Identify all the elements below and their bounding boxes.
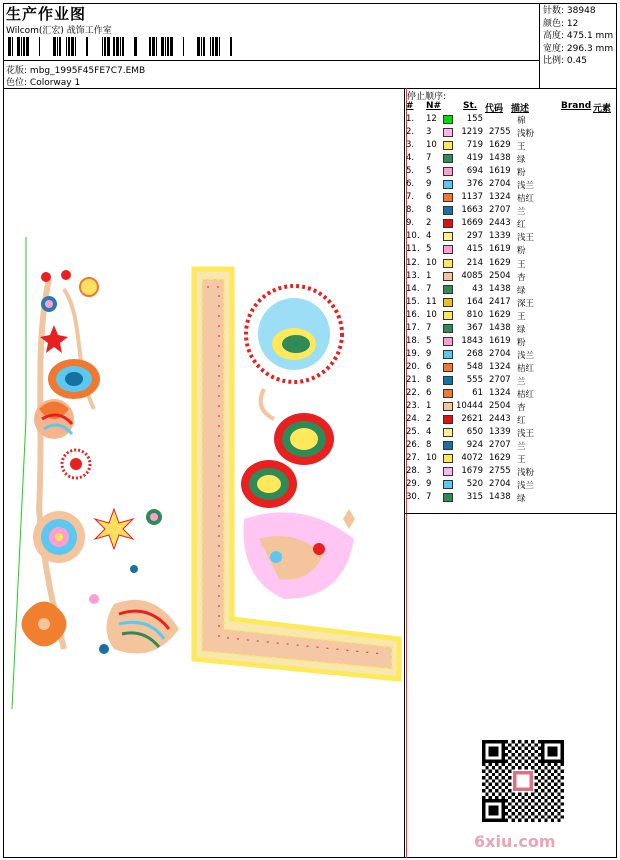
stop-stitches: 214	[466, 257, 483, 268]
color-swatch	[443, 493, 453, 502]
stop-code: 2755	[489, 127, 511, 138]
stop-desc: 棉	[517, 116, 526, 126]
stop-code: 1324	[489, 387, 511, 398]
stop-desc: 绿	[517, 324, 526, 335]
stop-index: 26.	[406, 440, 420, 451]
stop-stitches: 1219	[461, 127, 483, 138]
stop-row	[405, 374, 617, 387]
stop-stitches: 1137	[461, 192, 483, 203]
stop-row	[405, 230, 617, 243]
stop-needle: 5	[426, 244, 432, 255]
stop-desc: 浅粉	[517, 468, 535, 479]
stop-code: 1339	[489, 231, 511, 242]
stop-code: 1438	[489, 283, 511, 294]
stop-stitches: 548	[466, 361, 483, 372]
stop-index: 3.	[406, 140, 415, 151]
stat-width: 宽度: 296.3 mm	[543, 43, 614, 54]
stop-code: 1324	[489, 192, 511, 203]
stop-stitches: 694	[466, 166, 483, 177]
color-swatch	[443, 219, 453, 228]
stop-row	[405, 165, 617, 178]
stop-index: 23.	[406, 401, 420, 412]
stop-index: 29.	[406, 479, 420, 490]
stop-index: 6.	[406, 179, 415, 190]
color-swatch	[443, 428, 453, 437]
stop-desc: 浅王	[517, 429, 535, 440]
stop-needle: 4	[426, 231, 432, 242]
color-swatch	[443, 180, 453, 189]
color-swatch	[443, 441, 453, 450]
stop-index: 25.	[406, 427, 420, 438]
stop-needle: 2	[426, 414, 432, 425]
stop-index: 16.	[406, 309, 420, 320]
color-swatch	[443, 454, 453, 463]
color-swatch	[443, 324, 453, 333]
color-swatch	[443, 259, 453, 268]
color-swatch	[443, 337, 453, 346]
design-stats	[539, 3, 617, 88]
stop-needle: 3	[426, 127, 432, 138]
design-file: 花版: mbg_1995F45FE7C7.EMB	[6, 66, 146, 76]
stop-stitches: 1669	[461, 218, 483, 229]
color-swatch	[443, 389, 453, 398]
stop-row	[405, 387, 617, 400]
stop-needle: 12	[426, 114, 437, 124]
stop-row	[405, 491, 617, 504]
stop-index: 9.	[406, 218, 415, 229]
col-element: 元素	[593, 104, 612, 114]
stop-needle: 1	[426, 401, 432, 412]
stop-needle: 7	[426, 492, 432, 503]
stop-stitches: 10444	[455, 401, 483, 412]
stop-index: 11.	[406, 244, 420, 255]
stop-desc: 兰	[517, 442, 526, 453]
stop-needle: 7	[426, 322, 432, 333]
stop-needle: 4	[426, 427, 432, 438]
stop-code: 2504	[489, 270, 511, 281]
stop-row	[405, 283, 617, 296]
stop-code: 1324	[489, 361, 511, 372]
stop-code: 1619	[489, 166, 511, 177]
stop-desc: 粉	[517, 246, 526, 257]
stop-row	[405, 204, 617, 217]
color-swatch	[443, 285, 453, 294]
guide-line	[12, 237, 26, 709]
stop-desc: 浅粉	[517, 129, 535, 140]
stop-index: 22.	[406, 387, 420, 398]
stop-code: 1438	[489, 492, 511, 503]
color-swatch	[443, 232, 453, 241]
stop-stitches: 520	[466, 479, 483, 490]
stop-code: 2755	[489, 466, 511, 477]
stop-code: 2707	[489, 374, 511, 385]
stop-desc: 深王	[517, 298, 535, 309]
stat-stitches: 针数: 38948	[543, 6, 596, 16]
stop-desc: 浅兰	[517, 350, 535, 361]
stop-row	[405, 426, 617, 439]
stop-needle: 5	[426, 166, 432, 177]
stop-index: 15.	[406, 296, 420, 307]
stop-stitches: 810	[466, 309, 483, 320]
color-swatch	[443, 167, 453, 176]
stop-desc: 王	[517, 142, 526, 153]
stop-index: 13.	[406, 270, 420, 281]
stop-desc: 浅王	[517, 233, 535, 244]
company-name: Wilcom(汇宏) 战饰工作室	[6, 26, 112, 36]
stop-row	[405, 191, 617, 204]
stop-code: 2417	[489, 296, 511, 307]
stop-index: 14.	[406, 283, 420, 294]
stop-needle: 10	[426, 140, 437, 151]
color-swatch	[443, 206, 453, 215]
color-swatch	[443, 311, 453, 320]
stop-needle: 11	[426, 296, 437, 307]
barcode	[8, 37, 234, 56]
stop-code: 1629	[489, 257, 511, 268]
stop-code: 1629	[489, 140, 511, 151]
stop-needle: 9	[426, 348, 432, 359]
stop-stitches: 268	[466, 348, 483, 359]
stop-desc: 浅兰	[517, 181, 535, 192]
color-swatch	[443, 272, 453, 281]
stop-stitches: 415	[466, 244, 483, 255]
stop-code: 2707	[489, 440, 511, 451]
stop-row	[405, 322, 617, 335]
stop-row	[405, 113, 617, 126]
stop-code: 1438	[489, 322, 511, 333]
stop-stitches: 61	[472, 387, 483, 398]
stop-row	[405, 270, 617, 283]
stop-sequence-header	[405, 100, 617, 113]
color-swatch	[443, 128, 453, 137]
page-title: 生产作业图	[6, 5, 87, 23]
stop-desc: 桔红	[517, 389, 535, 400]
stop-stitches: 43	[472, 283, 483, 294]
stop-index: 12.	[406, 257, 420, 268]
color-swatch	[443, 402, 453, 411]
stop-code: 1619	[489, 335, 511, 346]
stop-code: 1619	[489, 244, 511, 255]
stop-sequence-panel	[405, 88, 617, 504]
color-swatch	[443, 350, 453, 359]
color-swatch	[443, 245, 453, 254]
panel-section-divider	[405, 513, 617, 514]
stop-row	[405, 126, 617, 139]
stop-needle: 10	[426, 453, 437, 464]
stop-index: 21.	[406, 374, 420, 385]
stop-stitches: 924	[466, 440, 483, 451]
stop-stitches: 4085	[461, 270, 483, 281]
stop-index: 18.	[406, 335, 420, 346]
stop-index: 27.	[406, 453, 420, 464]
stop-needle: 7	[426, 283, 432, 294]
stop-desc: 绿	[517, 285, 526, 296]
stop-row	[405, 139, 617, 152]
col-desc: 描述	[511, 104, 530, 114]
stop-needle: 7	[426, 153, 432, 164]
stop-desc: 粉	[517, 337, 526, 348]
stop-needle: 6	[426, 387, 432, 398]
color-swatch	[443, 415, 453, 424]
stop-desc: 桔红	[517, 194, 535, 205]
stop-row	[405, 178, 617, 191]
col-brand: Brand	[561, 101, 592, 111]
stop-needle: 6	[426, 192, 432, 203]
stop-stitches: 1679	[461, 466, 483, 477]
stop-desc: 兰	[517, 207, 526, 218]
stop-index: 7.	[406, 192, 415, 203]
col-index: #	[406, 101, 414, 111]
stop-stitches: 2621	[461, 414, 483, 425]
stat-colors: 颜色: 12	[543, 18, 579, 29]
stop-code: 2704	[489, 348, 511, 359]
stop-row	[405, 465, 617, 478]
stop-needle: 2	[426, 218, 432, 229]
stop-code: 1339	[489, 427, 511, 438]
color-swatch	[443, 141, 453, 150]
stop-stitches: 419	[466, 153, 483, 164]
stop-index: 28.	[406, 466, 420, 477]
color-swatch	[443, 115, 453, 124]
stop-row	[405, 400, 617, 413]
header-divider	[3, 60, 539, 61]
stop-desc: 红	[517, 416, 526, 427]
stop-stitches: 297	[466, 231, 483, 242]
stop-desc: 绿	[517, 155, 526, 166]
stop-code: 2443	[489, 218, 511, 229]
color-swatch	[443, 193, 453, 202]
stop-needle: 1	[426, 270, 432, 281]
stop-desc: 杏	[517, 403, 526, 414]
stop-needle: 9	[426, 479, 432, 490]
color-swatch	[443, 154, 453, 163]
colorway-name: Colorway 1	[29, 78, 81, 88]
stop-row	[405, 413, 617, 426]
stop-code: 1629	[489, 453, 511, 464]
color-swatch	[443, 363, 453, 372]
stop-index: 20.	[406, 361, 420, 372]
stop-sequence-rows	[405, 113, 617, 504]
col-code: 代码	[485, 104, 504, 114]
stop-row	[405, 217, 617, 230]
stop-code: 1629	[489, 309, 511, 320]
right-motif	[241, 286, 355, 599]
left-floral-column	[22, 270, 180, 654]
stop-needle: 8	[426, 205, 432, 216]
stop-code: 2504	[489, 401, 511, 412]
stop-needle: 10	[426, 257, 437, 268]
stop-row	[405, 243, 617, 256]
stop-desc: 浅兰	[517, 481, 535, 492]
stop-desc: 王	[517, 259, 526, 270]
stop-row	[405, 439, 617, 452]
stop-row	[405, 361, 617, 374]
stop-needle: 8	[426, 440, 432, 451]
stop-stitches: 376	[466, 179, 483, 190]
stop-stitches: 650	[466, 427, 483, 438]
qr-code	[482, 740, 564, 822]
color-swatch	[443, 376, 453, 385]
stop-index: 4.	[406, 153, 415, 164]
stop-index: 19.	[406, 348, 420, 359]
stop-index: 8.	[406, 205, 415, 216]
stop-desc: 王	[517, 455, 526, 466]
color-swatch	[443, 480, 453, 489]
stop-stitches: 1663	[461, 205, 483, 216]
stop-desc: 杏	[517, 272, 526, 283]
stop-row	[405, 309, 617, 322]
stop-row	[405, 257, 617, 270]
stop-desc: 绿	[517, 494, 526, 505]
stop-index: 10.	[406, 231, 420, 242]
stop-desc: 红	[517, 220, 526, 231]
stop-needle: 3	[426, 466, 432, 477]
stop-code: 2443	[489, 414, 511, 425]
stop-desc: 粉	[517, 168, 526, 179]
stop-index: 1.	[406, 114, 415, 124]
stop-stitches: 1843	[461, 335, 483, 346]
stop-needle: 9	[426, 179, 432, 190]
design-file-name: mbg_1995F45FE7C7.EMB	[29, 66, 146, 76]
stop-row	[405, 152, 617, 165]
stop-stitches: 164	[466, 296, 483, 307]
color-swatch	[443, 467, 453, 476]
stop-index: 5.	[406, 166, 415, 177]
stat-scale: 比例: 0.45	[543, 56, 587, 67]
stat-height: 高度: 475.1 mm	[543, 31, 614, 42]
embroidery-preview	[4, 89, 404, 857]
stop-row	[405, 478, 617, 491]
stop-stitches: 555	[466, 374, 483, 385]
stop-needle: 8	[426, 374, 432, 385]
stop-row	[405, 452, 617, 465]
stop-index: 30.	[406, 492, 420, 503]
stop-row	[405, 296, 617, 309]
stop-index: 17.	[406, 322, 420, 333]
stop-stitches: 315	[466, 492, 483, 503]
stop-index: 24.	[406, 414, 420, 425]
stop-stitches: 719	[466, 140, 483, 151]
stop-stitches: 4072	[461, 453, 483, 464]
stop-needle: 10	[426, 309, 437, 320]
stop-row	[405, 348, 617, 361]
stop-sequence-title: 停止顺序:	[407, 92, 447, 102]
stop-desc: 桔红	[517, 363, 535, 374]
stop-row	[405, 335, 617, 348]
stop-desc: 王	[517, 311, 526, 322]
stop-code: 1438	[489, 153, 511, 164]
watermark-site: 6xiu.com	[474, 832, 556, 851]
flower-bud-icon	[41, 272, 51, 282]
color-swatch	[443, 298, 453, 307]
colorway: 色位: Colorway 1	[6, 78, 81, 88]
stop-stitches: 367	[466, 322, 483, 333]
stop-needle: 6	[426, 361, 432, 372]
col-needle: N#	[426, 101, 442, 111]
stop-needle: 5	[426, 335, 432, 346]
col-stitches: St.	[463, 101, 478, 111]
stop-desc: 兰	[517, 376, 526, 387]
stop-stitches: 155	[466, 114, 483, 124]
stop-code: 2707	[489, 205, 511, 216]
stop-index: 2.	[406, 127, 415, 138]
stop-code: 2704	[489, 179, 511, 190]
stop-code: 2704	[489, 479, 511, 490]
